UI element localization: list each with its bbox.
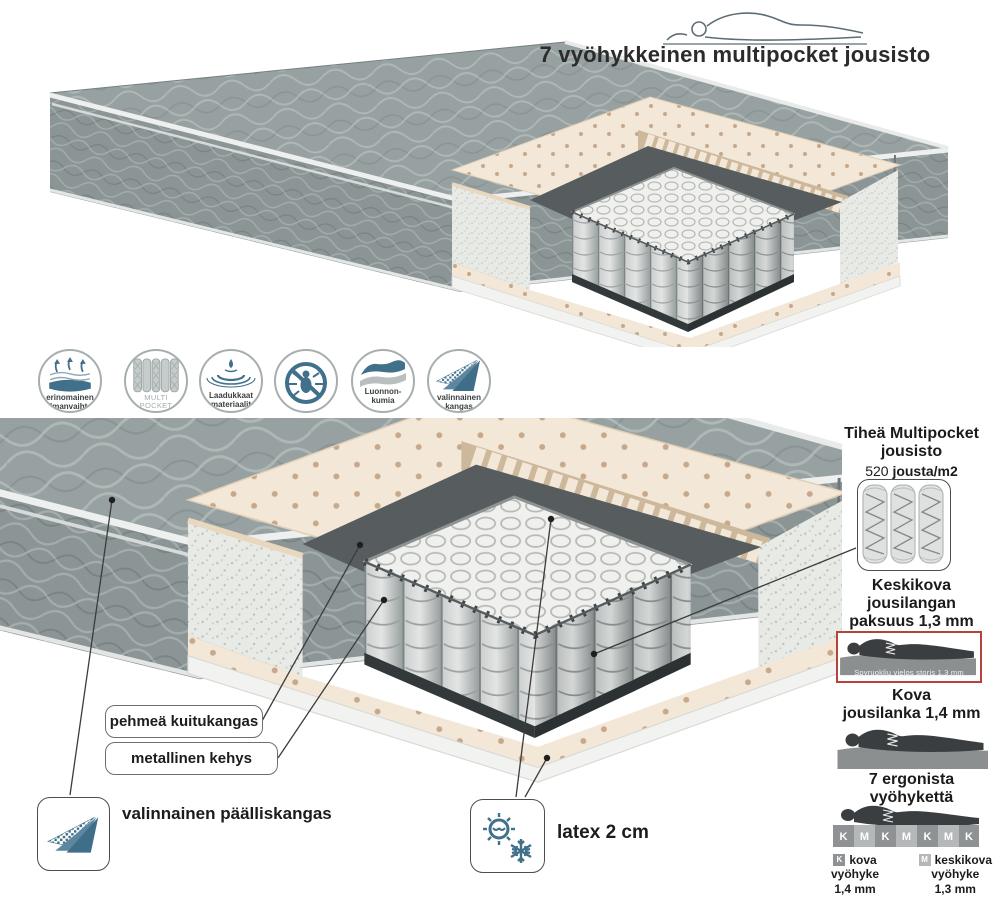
pocket-springs-image <box>857 479 951 571</box>
feature-label: valinnainen kangas <box>436 392 481 411</box>
ventilation-icon <box>43 357 97 393</box>
feature-label: erinomainen ilmanvaihto <box>46 392 94 411</box>
medium-spring-image <box>836 631 982 683</box>
feature-multi-pocket <box>124 349 188 413</box>
multi-pocket-icon <box>129 357 183 394</box>
zone-letter: M <box>943 831 954 843</box>
latex-label: latex 2 cm <box>557 822 649 843</box>
zone-letter: K <box>881 831 890 843</box>
zones-image <box>831 803 981 849</box>
fabric-icon <box>434 357 484 393</box>
feature-label: Laadukkaat materiaalit <box>208 391 254 410</box>
zones-heading: 7 ergonista vyöhykettä <box>868 771 955 806</box>
zone-letter: K <box>965 831 973 843</box>
zone-letter: M <box>901 831 912 843</box>
hard-spring-image <box>833 723 988 771</box>
fabric-icon <box>46 813 102 855</box>
water-drop-icon <box>204 357 258 391</box>
anti-mite-icon <box>279 357 333 409</box>
callout-metal-frame-label: metallinen kehys <box>105 742 278 775</box>
zones-legend <box>823 853 1000 896</box>
feature-optional-fabric <box>427 349 491 413</box>
zone-letter: M <box>859 831 870 843</box>
feature-label: Luonnon-kumia <box>364 387 402 406</box>
zone-letter: K <box>839 831 848 843</box>
springs-heading: Tiheä Multipocket jousisto <box>844 425 979 460</box>
legend-medium-swatch: M <box>919 854 931 866</box>
feature-quality-materials <box>199 349 263 413</box>
callout-soft-fiber-label: pehmeä kuitukangas <box>105 705 263 738</box>
legend-hard: K kova vyöhyke 1,4 mm <box>831 853 880 896</box>
medium-spring-heading: Keskikova jousilangan paksuus 1,3 mm <box>849 577 974 630</box>
latex-icon-box <box>470 799 545 873</box>
feature-natural-rubber <box>351 349 415 413</box>
natural-rubber-icon <box>356 357 410 387</box>
legend-medium: M keskikova vyöhyke 1,3 mm <box>919 853 992 896</box>
medium-spring-caption: Spyruoklių vielos storis 1,3 mm <box>854 668 964 677</box>
feature-anti-mite <box>274 349 338 413</box>
feature-ventilation <box>38 349 102 413</box>
zone-letter: K <box>923 831 932 843</box>
optional-cover-icon-box <box>37 797 110 871</box>
feature-label: MULTI POCKET <box>139 392 173 411</box>
legend-hard-swatch: K <box>833 854 845 866</box>
optional-cover-label: valinnainen päälliskangas <box>122 804 332 823</box>
hard-spring-heading: Kova jousilanka 1,4 mm <box>842 687 981 722</box>
sun-snowflake-icon <box>477 807 539 865</box>
top-mattress-cutaway <box>50 42 948 362</box>
page-title: 7 vyöhykkeinen multipocket jousisto <box>539 42 931 67</box>
spring-density: 520 jousta/m2 <box>865 463 958 479</box>
right-column <box>823 425 1000 911</box>
